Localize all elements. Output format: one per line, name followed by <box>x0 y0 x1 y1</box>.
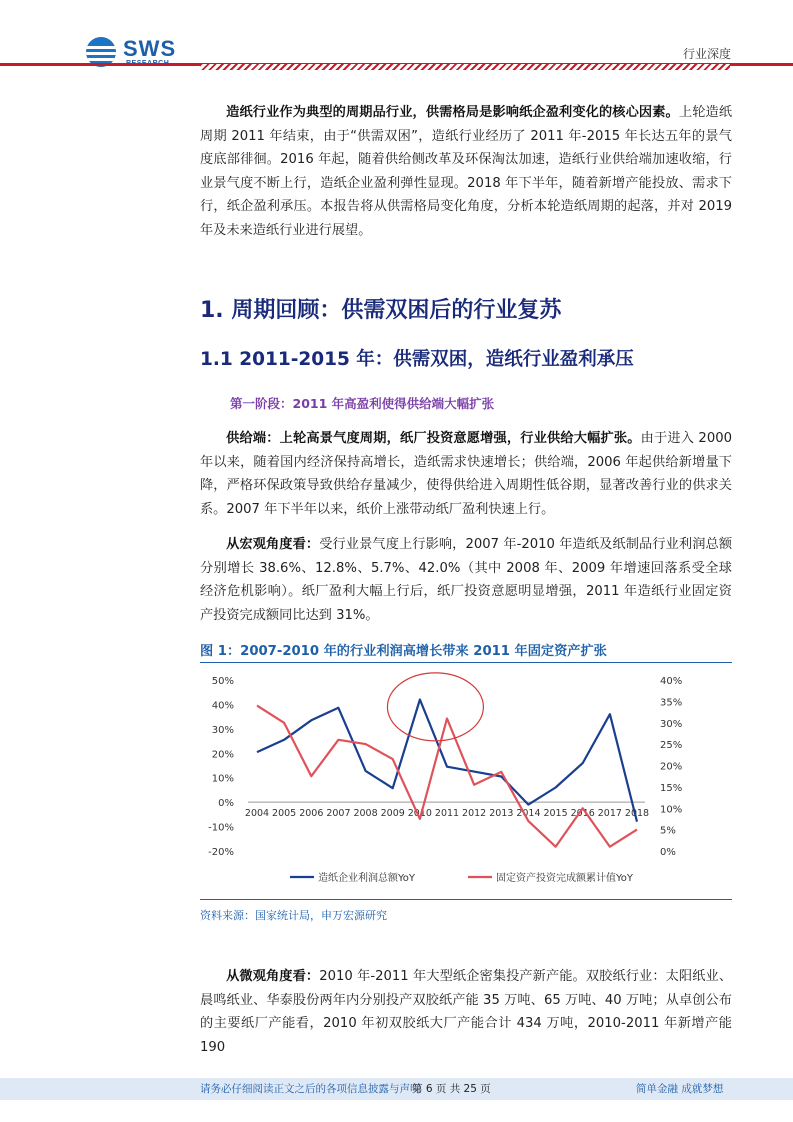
footer-disclaimer: 请务必仔细阅读正文之后的各项信息披露与声明 <box>200 1083 421 1095</box>
document-type: 行业深度 <box>682 47 731 61</box>
highlight-circle <box>387 673 483 741</box>
right-axis-tick-label: 30% <box>660 718 683 730</box>
x-axis-tick-label: 2009 <box>380 808 405 820</box>
figure-source: 资料来源：国家统计局，申万宏源研究 <box>200 909 387 922</box>
x-axis-tick-label: 2015 <box>543 808 568 820</box>
left-axis-tick-label: 40% <box>211 700 234 712</box>
macro-text: 受行业景气度上行影响，2007 年-2010 年造纸及纸制品行业利润总额分别增长 38.6%、12.8%、5.7%、42.0%（其中 2008 年、2009 年增速回落系受全球经济危机影响）。纸厂盈利大幅上行后，纸厂投资意愿明显增强，2011 年造纸行业固定资产投资完成额同比达到 31%。 <box>200 537 733 623</box>
left-axis-tick-label: 20% <box>211 749 234 761</box>
stage-heading: 第一阶段：2011 年高盈利使得供给端大幅扩张 <box>230 396 495 411</box>
intro-bold: 造纸行业作为典型的周期品行业，供需格局是影响纸企盈利变化的核心因素。 <box>226 105 679 120</box>
x-axis-tick-label: 2013 <box>489 808 514 820</box>
macro-bold: 从宏观角度看： <box>226 537 320 552</box>
figure-title: 图 1：2007-2010 年的行业利润高增长带来 2011 年固定资产扩张 <box>200 644 607 659</box>
x-axis-tick-label: 2010 <box>407 808 432 820</box>
micro-paragraph <box>200 965 732 1059</box>
legend-label-2: 固定资产投资完成额累计值YoY <box>496 873 634 884</box>
subsection-heading: 1.1 2011-2015 年：供需双困，造纸行业盈利承压 <box>200 349 634 370</box>
x-axis-tick-label: 2006 <box>299 808 324 820</box>
supply-bold: 供给端：上轮高景气度周期，纸厂投资意愿增强，行业供给大幅扩张。 <box>226 431 641 446</box>
intro-paragraph <box>200 101 732 242</box>
right-axis-tick-label: 0% <box>660 847 676 858</box>
left-axis-tick-label: 0% <box>218 798 234 810</box>
micro-bold: 从微观角度看： <box>226 969 320 984</box>
x-axis-tick-label: 2017 <box>597 808 622 820</box>
left-axis-tick-label: 50% <box>211 676 234 687</box>
x-axis-tick-label: 2005 <box>272 808 297 820</box>
legend-label-1: 造纸企业利润总额YoY <box>318 873 416 884</box>
x-axis-tick-label: 2007 <box>326 808 351 820</box>
x-axis-tick-label: 2004 <box>244 808 270 820</box>
right-axis-tick-label: 25% <box>660 740 683 752</box>
x-axis-tick-label: 2018 <box>624 808 650 820</box>
left-axis-tick-label: -10% <box>208 822 234 834</box>
x-axis-tick-label: 2008 <box>353 808 378 820</box>
supply-text: 由于进入 2000 年以来，随着国内经济保持高增长，造纸需求快速增长；供给端，2006 年起供给新增量下降，严格环保政策导致供给存量减少，使得供给进入周期性低谷期，显著改善行业的供求关系。2007 年下半年以来，纸价上涨带动纸厂盈利快速上行。 <box>200 431 732 517</box>
macro-paragraph <box>200 533 732 627</box>
header-hatch-decoration <box>200 64 730 70</box>
section-heading: 1. 周期回顾：供需双困后的行业复苏 <box>200 298 562 323</box>
supply-paragraph <box>200 427 732 521</box>
right-axis-tick-label: 10% <box>660 804 683 816</box>
right-axis-tick-label: 35% <box>660 697 683 709</box>
logo-text: SWS <box>123 36 177 61</box>
x-axis-tick-label: 2011 <box>434 808 460 820</box>
x-axis-tick-label: 2012 <box>462 808 487 820</box>
x-axis-tick-label: 2016 <box>570 808 595 820</box>
left-axis-tick-label: 30% <box>211 724 234 736</box>
footer-slogan: 简单金融 成就梦想 <box>636 1083 724 1095</box>
right-axis-tick-label: 15% <box>660 782 683 794</box>
figure-top-rule <box>200 662 732 663</box>
line-chart <box>200 665 732 897</box>
left-axis-tick-label: 10% <box>211 773 234 785</box>
right-axis-tick-label: 5% <box>660 825 676 837</box>
micro-text: 2010 年-2011 年大型纸企密集投产新产能。双胶纸行业：太阳纸业、晨鸣纸业、华泰股份两年内分别投产双胶纸产能 35 万吨、65 万吨、40 万吨；从卓创公布的主要纸厂产能看，2010 年初双胶纸大厂产能合计 434 万吨，2010-2011 年新增产能 190 <box>200 969 733 1055</box>
figure-bottom-rule <box>200 899 732 900</box>
right-axis-tick-label: 40% <box>660 676 683 687</box>
series-line-2 <box>257 706 637 847</box>
left-axis-tick-label: -20% <box>208 847 234 858</box>
page-number: 第 6 页 共 25 页 <box>412 1083 491 1095</box>
x-axis-tick-label: 2014 <box>516 808 541 820</box>
intro-text: 上轮造纸周期 2011 年结束，由于“供需双困”，造纸行业经历了 2011 年-2015 年长达五年的景气度底部徘徊。2016 年起，随着供给侧改革及环保淘汰加速，造纸行业供给端加速收缩，行业景气度不断上行，造纸企业盈利弹性显现。2018 年下半年，随着新增产能投放、需求下行，纸企盈利承压。本报告将从供需格局变化角度，分析本轮造纸周期的起落，并对 2019 年及未来造纸行业进行展望。 <box>200 105 733 238</box>
right-axis-tick-label: 20% <box>660 761 683 773</box>
